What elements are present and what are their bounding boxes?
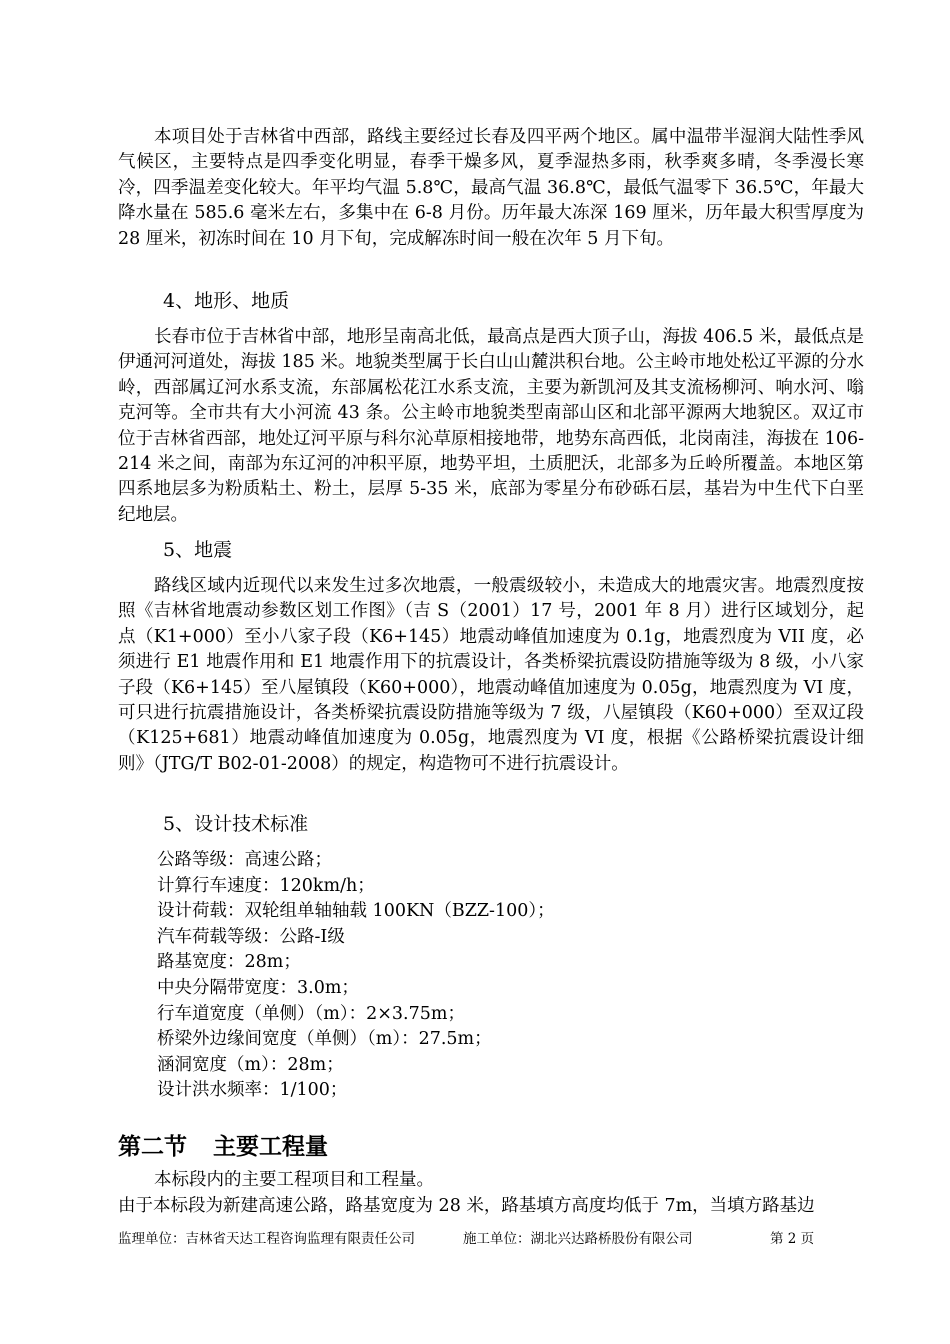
- standards-heading: 5、设计技术标准: [163, 813, 309, 835]
- earthquake-heading: 5、地震: [163, 539, 233, 561]
- section-continuation: [118, 1194, 864, 1219]
- standard-item: 桥梁外边缘间宽度（单侧）（m）：27.5m；: [157, 1029, 492, 1050]
- standard-item: 行车道宽度（单侧）（m）：2×3.75m；: [157, 1003, 465, 1024]
- footer-page-number: 第 2 页: [770, 1231, 815, 1247]
- climate-paragraph: 本项目处于吉林省中西部，路线主要经过长春及四平两个地区。属中温带半湿润大陆性季风气候区，主要特点是四季变化明显，春季干燥多风，夏季湿热多雨，秋季爽多晴，冬季漫长寒冷，四季温差变化较大。年平均气温 5.8℃，最高气温 36.8℃，最低气温零下 36.5℃，年最大降水量在 585.6 毫米左右，多集中在 6-8 月份。历年最大冻深 169 厘米，历年最大积雪厚度为 28 厘米，初冻时间在 10 月下旬，完成解冻时间一般在次年 5 月下旬。: [118, 127, 864, 249]
- section-intro-paragraph: 本标段内的主要工程项目和工程量。: [154, 1170, 434, 1190]
- terrain-heading: 4、地形、地质: [163, 290, 290, 312]
- section-intro: [118, 1168, 864, 1193]
- footer-contractor: 施工单位：湖北兴达路桥股份有限公司: [463, 1231, 693, 1247]
- terrain-paragraph: 长春市位于吉林省中部，地形呈南高北低，最高点是西大顶子山，海拔 406.5 米，最低点是伊通河河道处，海拔 185 米。地貌类型属于长白山山麓洪积台地。公主岭市地处松辽平源的分水岭，西部属辽河水系支流，东部属松花江水系支流，主要为新凯河及其支流杨柳河、响水河、嗡克河等。全市共有大小河流 43 条。公主岭市地貌类型南部山区和北部平源两大地貌区。双辽市位于吉林省西部，地处辽河平原与科尔沁草原相接地带，地势东高西低，北岗南洼，海拔在 106-214 米之间，南部为东辽河的冲积平原，地势平坦，土质肥沃，北部多为丘岭所覆盖。本地区第四系地层多为粉质粘土、粉土，层厚 5-35 米，底部为零星分布砂砾石层，基岩为中生代下白垩纪地层。: [118, 327, 864, 525]
- section-name: 主要工程量: [213, 1133, 328, 1160]
- climate-section: [118, 125, 864, 252]
- footer-supervisor: 监理单位：吉林省天达工程咨询监理有限责任公司: [118, 1231, 415, 1247]
- standard-item: 路基宽度：28m；: [157, 952, 301, 973]
- standard-item: 汽车荷载等级：公路-Ⅰ级: [157, 926, 345, 947]
- standard-item: 涵洞宽度（m）：28m；: [157, 1054, 344, 1075]
- terrain-section: [118, 325, 864, 528]
- standard-item: 中央分隔带宽度：3.0m；: [157, 977, 359, 998]
- standard-item: 计算行车速度：120km/h；: [157, 875, 375, 896]
- section-title: [118, 1132, 328, 1162]
- section-number: 第二节: [118, 1133, 187, 1160]
- standard-item: 设计洪水频率：1/100；: [157, 1080, 348, 1101]
- design-standards-list: [157, 848, 555, 1104]
- standard-item: 设计荷载：双轮组单轴轴载 100KN（BZZ-100）；: [157, 901, 555, 922]
- earthquake-section: [118, 574, 864, 777]
- standard-item: 公路等级：高速公路；: [157, 850, 332, 870]
- earthquake-paragraph: 路线区域内近现代以来发生过多次地震，一般震级较小，未造成大的地震灾害。地震烈度按照《吉林省地震动参数区划工作图》（吉 S（2001）17 号，2001 年 8 月）进行区域划分，起点（K1+000）至小八家子段（K6+145）地震动峰值加速度为 0.1g，地震烈度为 VII 度，必须进行 E1 地震作用和 E1 地震作用下的抗震设计，各类桥梁抗震设防措施等级为 8 级，小八家子段（K6+145）至八屋镇段（K60+000），地震动峰值加速度为 0.05g，地震烈度为 VI 度，可只进行抗震措施设计，各类桥梁抗震设防措施等级为 7 级，八屋镇段（K60+000）至双辽段（K125+681）地震动峰值加速度为 0.05g，地震烈度为 VI 度，根据《公路桥梁抗震设计细则》（JTG/T B02-01-2008）的规定，构造物可不进行抗震设计。: [118, 576, 864, 774]
- section-continuation-paragraph: 由于本标段为新建高速公路，路基宽度为 28 米，路基填方高度均低于 7m，当填方路基边: [118, 1196, 815, 1216]
